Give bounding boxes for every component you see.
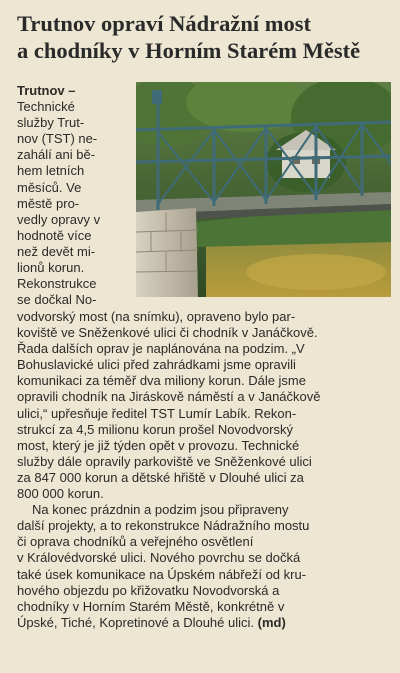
- headline-line-1: Trutnov opraví Nádražní most: [17, 11, 311, 36]
- text-line: chodníky v Horním Starém Městě, konkrétně v: [17, 598, 285, 614]
- text-line: Na konec prázdnin a podzim jsou připraveny: [32, 502, 289, 518]
- text-line: hového objezdu po křižovatku Novodvorská a: [17, 582, 280, 598]
- text-line: než devět mi-: [17, 243, 96, 259]
- article-body: [17, 309, 391, 631]
- text-line: za 847 000 korun a dětské hřiště v Dlouhé ulici za: [17, 469, 304, 485]
- text-line: Technické: [17, 99, 75, 115]
- bridge-photo: [136, 82, 391, 297]
- text-line: hodnotě více: [17, 227, 92, 243]
- dateline: Trutnov –: [17, 83, 76, 98]
- text-line: [17, 615, 391, 631]
- text-line: služby Trut-: [17, 115, 85, 131]
- text-line: měsíců. Ve: [17, 179, 82, 195]
- text-line: Rekonstrukce: [17, 276, 97, 292]
- text-line: zahálí ani bě-: [17, 147, 96, 163]
- text-line: komunikaci za téměř dva miliony korun. Dále jsme: [17, 373, 306, 389]
- text-line: hem letních: [17, 163, 85, 179]
- author-signature: (md): [257, 614, 286, 630]
- text-line: opravili chodník na Jiráskově náměstí a v Janáčkově: [17, 389, 321, 405]
- text-line: ulici,“ upřesňuje ředitel TST Lumír Labík. Rekon-: [17, 405, 297, 421]
- bridge-photo-image: [136, 82, 391, 297]
- text-line: Bohuslavické ulici před zahrádkami jsme opravili: [17, 357, 296, 373]
- text-line: lionů korun.: [17, 260, 85, 276]
- text-line: či oprava chodníků a veřejného osvětlení: [17, 534, 254, 550]
- text-line: v Královédvorské ulici. Nového povrchu se dočká: [17, 550, 301, 566]
- text-line: koviště ve Sněženkové ulici či chodník v Janáčkově.: [17, 325, 318, 341]
- text-line: [17, 83, 133, 99]
- text-line: Řada dalších oprav je naplánována na podzim. „V: [17, 341, 305, 357]
- text-line: služby dále opravily parkoviště ve Sněženkové ulici: [17, 453, 312, 469]
- text-line: městě pro-: [17, 195, 80, 211]
- last-line-text: Úpské, Tiché, Kopretinové a Dlouhé ulici.: [17, 614, 255, 630]
- text-line: vedly opravy v: [17, 211, 101, 227]
- headline-line-2: a chodníky v Horním Starém Městě: [17, 38, 361, 63]
- article-lead-column: [17, 83, 133, 308]
- text-line: další projekty, a to rekonstrukce Nádražního mostu: [17, 518, 310, 534]
- text-line: nov (TST) ne-: [17, 131, 98, 147]
- text-line: vodvorský most (na snímku), opraveno bylo par-: [17, 309, 296, 324]
- text-line: strukcí za 4,5 milionu korun prošel Novodvorský: [17, 421, 294, 437]
- text-line: se dočkal No-: [17, 292, 97, 308]
- text-line: most, který je již týden opět v provozu. Technické: [17, 437, 300, 453]
- headline: [17, 10, 389, 64]
- text-line: 800 000 korun.: [17, 486, 104, 502]
- text-line: také úsek komunikace na Úpském nábřeží od kru-: [17, 566, 307, 582]
